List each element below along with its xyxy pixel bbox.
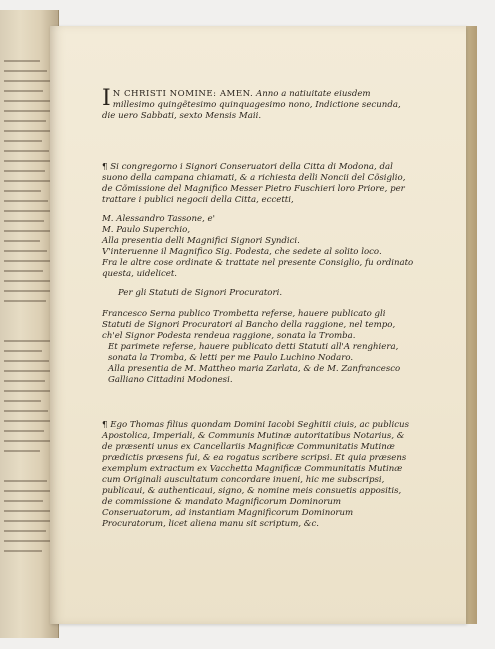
heading-rest: Anno a natiuitate eiusdem millesimo quingẽtesimo quinquagesimo nono, Indictione secunda, die uero Sabbati, sexto Mensis Maii. [102, 89, 401, 121]
show-through-line [4, 170, 45, 172]
show-through-line [4, 120, 46, 122]
show-through-line [4, 490, 54, 492]
show-through-line [4, 450, 40, 452]
decorated-initial: I [102, 86, 111, 111]
show-through-line [4, 370, 56, 372]
show-through-line [4, 100, 50, 102]
show-through-line [4, 440, 51, 442]
show-through-line [4, 80, 54, 82]
show-through-line [4, 210, 55, 212]
show-through-line [4, 200, 48, 202]
show-through-line [4, 130, 53, 132]
heading-caps: N CHRISTI NOMINE: AMEN. [112, 89, 254, 99]
show-through-line [4, 220, 44, 222]
attendee-line: M. Alessandro Tassone, e' [102, 214, 216, 224]
attestation-text: Ego Thomas filius quondam Domini Iacobi Seghitii ciuis, ac publicus Apostolica, Imperiali, & Communis Mutinæ autoritatibus Notarius, & de præsenti unus ex Cancellariis Magnificæ Communitatis Mutinæ prædictis præsens fui, & ea rogatus scribere scripsi. Et quia præsens exemplum extractum ex Vacchetta Magnificæ Communitatis Mutinæ cum Originali auscultatum concordare inueni, hic me subscripsi, publicaui, & authenticaui, signo, & nomine meis consuetis appositis, de commissione & mandato Magnificorum Dominorum Conseruatorum, ad instantiam Magnificorum Dominorum Procuratorum, licet aliena manu sit scriptum, &c. [102, 420, 409, 529]
report-paragraph: Alla presentia de M. Mattheo maria Zarlata, & de M. Zanfrancesco Galliano Cittadini Modonesi. [108, 364, 401, 385]
show-through-line [4, 340, 53, 342]
paragraph-mark-icon: ¶ [102, 420, 108, 430]
notary-attestation [102, 420, 414, 530]
attendee-line: V'interuenne il Magnifico Sig. Podesta, che sedete al solito loco. [102, 247, 382, 257]
show-through-line [4, 70, 47, 72]
show-through-line [4, 270, 43, 272]
document-heading [102, 86, 414, 122]
show-through-line [4, 530, 46, 532]
show-through-line [4, 500, 43, 502]
show-through-line [4, 360, 49, 362]
show-through-line [4, 350, 42, 352]
attendee-line: M. Paulo Superchio, [102, 225, 191, 235]
show-through-line [4, 390, 52, 392]
page-text [102, 86, 414, 530]
attendees-list [102, 214, 414, 280]
show-through-line [4, 510, 50, 512]
show-through-line [4, 540, 53, 542]
show-through-line [4, 180, 52, 182]
report-paragraph: Et parimete referse, hauere publicato detti Statuti all'A renghiera, sonata la Tromba, & letti per me Paulo Luchino Nodaro. [108, 342, 399, 363]
council-text: Si congregorno i Signori Conseruatori della Citta di Modona, dal suono della campana chiamati, & a richiesta delli Noncii del Cõsiglio, de Cõmissione del Magnifico Messer Pietro Fuschieri loro Priore, per trattare i publici negocii della Citta, eccetti, [102, 162, 406, 205]
show-through-line [4, 160, 56, 162]
attendee-line: Fra le altre cose ordinate & trattate nel presente Consiglio, fu ordinato questa, uidelicet. [102, 258, 414, 279]
show-through-line [4, 150, 49, 152]
attendee-line: Alla presentia delli Magnifici Signori Syndici. [102, 236, 300, 246]
show-through-line [4, 300, 46, 302]
show-through-line [4, 260, 54, 262]
show-through-line [4, 420, 55, 422]
show-through-line [4, 430, 44, 432]
show-through-line [4, 90, 43, 92]
council-paragraph [102, 162, 414, 206]
show-through-line [4, 380, 45, 382]
show-through-line [4, 280, 50, 282]
show-through-line [4, 550, 42, 552]
show-through-line [4, 400, 41, 402]
show-through-line [4, 60, 40, 62]
show-through-line [4, 480, 47, 482]
section-title: Per gli Statuti de Signori Procuratori. [118, 288, 283, 298]
show-through-line [4, 250, 47, 252]
document-page [50, 26, 466, 624]
show-through-line [4, 140, 42, 142]
show-through-line [4, 410, 48, 412]
show-through-line [4, 230, 51, 232]
publication-report [102, 309, 414, 386]
show-through-line [4, 240, 40, 242]
report-paragraph: Francesco Serna publico Trombetta referse, hauere publicato gli Statuti de Signori Procuratori al Bancho della raggione, nel tempo, ch'el Signor Podesta rendeua raggione, sonata la Tromba. [102, 309, 396, 341]
show-through-line [4, 190, 41, 192]
paragraph-mark-icon: ¶ [102, 162, 108, 172]
